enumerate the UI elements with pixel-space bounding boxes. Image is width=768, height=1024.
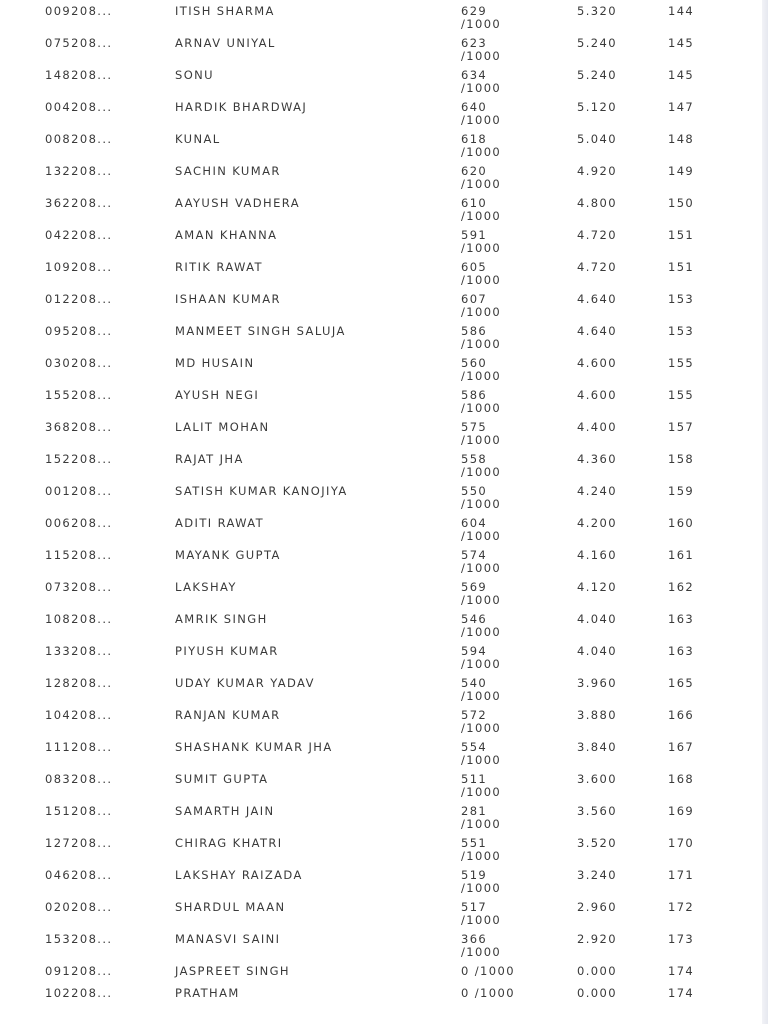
rank: 144: [668, 4, 695, 18]
result-row: [0, 933, 762, 965]
marks: 3.240: [577, 868, 617, 882]
result-row: [0, 165, 762, 197]
roll-number: 008208...: [45, 132, 113, 146]
marks: 4.640: [577, 324, 617, 338]
score: [461, 197, 501, 223]
score-denominator: /1000: [461, 337, 502, 351]
marks: 3.960: [577, 676, 617, 690]
score-value: 519: [461, 868, 488, 882]
result-row: [0, 677, 762, 709]
score: [461, 837, 501, 863]
marks: 4.720: [577, 228, 617, 242]
result-row: [0, 293, 762, 325]
score-denominator: /1000: [461, 881, 502, 895]
score-value: 540: [461, 676, 488, 690]
roll-number: 102208...: [45, 986, 113, 1000]
score: [461, 293, 501, 319]
score-value: 550: [461, 484, 488, 498]
roll-number: 020208...: [45, 900, 113, 914]
score-value: 0 /1000: [461, 964, 515, 978]
score: [461, 69, 501, 95]
student-name: SHASHANK KUMAR JHA: [175, 740, 333, 754]
score: [461, 325, 501, 351]
result-row: [0, 709, 762, 741]
score: [461, 645, 501, 671]
score-value: 554: [461, 740, 488, 754]
score-value: 569: [461, 580, 488, 594]
student-name: AAYUSH VADHERA: [175, 196, 300, 210]
rank: 161: [668, 548, 695, 562]
marks: 5.320: [577, 4, 617, 18]
marks: 5.240: [577, 68, 617, 82]
roll-number: 362208...: [45, 196, 113, 210]
score: [461, 101, 501, 127]
score-denominator: /1000: [461, 497, 502, 511]
score: [461, 805, 501, 831]
score: [461, 581, 501, 607]
score-denominator: /1000: [461, 689, 502, 703]
score: [461, 517, 501, 543]
student-name: KUNAL: [175, 132, 221, 146]
result-row: [0, 965, 762, 987]
result-row: [0, 261, 762, 293]
score-denominator: /1000: [461, 785, 502, 799]
score-value: 618: [461, 132, 488, 146]
roll-number: 128208...: [45, 676, 113, 690]
score: [461, 869, 501, 895]
rank: 145: [668, 36, 695, 50]
marks: 3.520: [577, 836, 617, 850]
student-name: SUMIT GUPTA: [175, 772, 269, 786]
result-row: [0, 773, 762, 805]
score: [461, 613, 501, 639]
rank: 169: [668, 804, 695, 818]
score: [461, 389, 501, 415]
score-value: 572: [461, 708, 488, 722]
marks: 2.920: [577, 932, 617, 946]
result-row: [0, 485, 762, 517]
score-denominator: /1000: [461, 625, 502, 639]
roll-number: 073208...: [45, 580, 113, 594]
student-name: AMRIK SINGH: [175, 612, 268, 626]
score: [461, 37, 501, 63]
result-row: [0, 69, 762, 101]
student-name: MANMEET SINGH SALUJA: [175, 324, 346, 338]
rank: 167: [668, 740, 695, 754]
results-list: [0, 5, 762, 1009]
rank: 165: [668, 676, 695, 690]
result-row: [0, 517, 762, 549]
rank: 148: [668, 132, 695, 146]
student-name: RANJAN KUMAR: [175, 708, 281, 722]
score-denominator: /1000: [461, 465, 502, 479]
roll-number: 046208...: [45, 868, 113, 882]
score-denominator: /1000: [461, 529, 502, 543]
score: [461, 709, 501, 735]
marks: 5.040: [577, 132, 617, 146]
score-value: 551: [461, 836, 488, 850]
score-value: 281: [461, 804, 488, 818]
score: [461, 133, 501, 159]
student-name: MANASVI SAINI: [175, 932, 281, 946]
rank: 172: [668, 900, 695, 914]
student-name: CHIRAG KHATRI: [175, 836, 283, 850]
student-name: LALIT MOHAN: [175, 420, 270, 434]
roll-number: 083208...: [45, 772, 113, 786]
score: [461, 965, 515, 978]
score-value: 607: [461, 292, 488, 306]
student-name: RAJAT JHA: [175, 452, 244, 466]
marks: 4.160: [577, 548, 617, 562]
result-row: [0, 37, 762, 69]
student-name: ADITI RAWAT: [175, 516, 265, 530]
score-denominator: /1000: [461, 17, 502, 31]
scrollbar-track[interactable]: [762, 0, 768, 1024]
score-denominator: /1000: [461, 177, 502, 191]
student-name: MD HUSAIN: [175, 356, 255, 370]
result-row: [0, 901, 762, 933]
score-denominator: /1000: [461, 913, 502, 927]
marks: 4.800: [577, 196, 617, 210]
rank: 163: [668, 644, 695, 658]
student-name: SHARDUL MAAN: [175, 900, 286, 914]
rank: 174: [668, 964, 695, 978]
score: [461, 165, 501, 191]
roll-number: 155208...: [45, 388, 113, 402]
student-name: PIYUSH KUMAR: [175, 644, 279, 658]
student-name: SAMARTH JAIN: [175, 804, 275, 818]
result-row: [0, 741, 762, 773]
rank: 173: [668, 932, 695, 946]
rank: 170: [668, 836, 695, 850]
rank: 145: [668, 68, 695, 82]
student-name: SACHIN KUMAR: [175, 164, 281, 178]
student-name: RITIK RAWAT: [175, 260, 263, 274]
score-denominator: /1000: [461, 113, 502, 127]
rank: 158: [668, 452, 695, 466]
student-name: AMAN KHANNA: [175, 228, 278, 242]
roll-number: 152208...: [45, 452, 113, 466]
roll-number: 006208...: [45, 516, 113, 530]
result-row: [0, 453, 762, 485]
roll-number: 075208...: [45, 36, 113, 50]
roll-number: 132208...: [45, 164, 113, 178]
roll-number: 030208...: [45, 356, 113, 370]
result-row: [0, 357, 762, 389]
roll-number: 091208...: [45, 964, 113, 978]
roll-number: 148208...: [45, 68, 113, 82]
student-name: ARNAV UNIYAL: [175, 36, 276, 50]
score: [461, 453, 501, 479]
marks: 4.240: [577, 484, 617, 498]
rank: 155: [668, 356, 695, 370]
student-name: JASPREET SINGH: [175, 964, 290, 978]
student-name: AYUSH NEGI: [175, 388, 260, 402]
result-row: [0, 229, 762, 261]
score: [461, 677, 501, 703]
score-denominator: /1000: [461, 241, 502, 255]
marks: 3.600: [577, 772, 617, 786]
result-row: [0, 5, 762, 37]
score: [461, 229, 501, 255]
result-row: [0, 869, 762, 901]
score: [461, 421, 501, 447]
marks: 4.640: [577, 292, 617, 306]
marks: 2.960: [577, 900, 617, 914]
score: [461, 485, 501, 511]
result-row: [0, 197, 762, 229]
score-value: 605: [461, 260, 488, 274]
score-denominator: /1000: [461, 273, 502, 287]
score-denominator: /1000: [461, 433, 502, 447]
rank: 147: [668, 100, 695, 114]
score-denominator: /1000: [461, 561, 502, 575]
result-row: [0, 645, 762, 677]
marks: 5.240: [577, 36, 617, 50]
student-name: UDAY KUMAR YADAV: [175, 676, 315, 690]
score-value: 594: [461, 644, 488, 658]
score: [461, 357, 501, 383]
marks: 4.120: [577, 580, 617, 594]
rank: 174: [668, 986, 695, 1000]
student-name: PRATHAM: [175, 986, 240, 1000]
marks: 4.720: [577, 260, 617, 274]
roll-number: 368208...: [45, 420, 113, 434]
roll-number: 127208...: [45, 836, 113, 850]
score-denominator: /1000: [461, 721, 502, 735]
student-name: ITISH SHARMA: [175, 4, 275, 18]
score: [461, 261, 501, 287]
score-denominator: /1000: [461, 81, 502, 95]
rank: 153: [668, 292, 695, 306]
marks: 4.400: [577, 420, 617, 434]
score-value: 620: [461, 164, 488, 178]
score-value: 591: [461, 228, 488, 242]
score-denominator: /1000: [461, 369, 502, 383]
roll-number: 133208...: [45, 644, 113, 658]
score-denominator: /1000: [461, 817, 502, 831]
roll-number: 115208...: [45, 548, 113, 562]
marks: 0.000: [577, 964, 617, 978]
score-denominator: /1000: [461, 657, 502, 671]
roll-number: 004208...: [45, 100, 113, 114]
marks: 4.040: [577, 644, 617, 658]
roll-number: 001208...: [45, 484, 113, 498]
score-value: 366: [461, 932, 488, 946]
score-value: 575: [461, 420, 488, 434]
result-row: [0, 805, 762, 837]
score-value: 586: [461, 324, 488, 338]
rank: 151: [668, 228, 695, 242]
score-value: 623: [461, 36, 488, 50]
marks: 4.920: [577, 164, 617, 178]
rank: 157: [668, 420, 695, 434]
result-row: [0, 421, 762, 453]
score: [461, 773, 501, 799]
score-value: 560: [461, 356, 488, 370]
score: [461, 901, 501, 927]
score-value: 0 /1000: [461, 986, 515, 1000]
roll-number: 012208...: [45, 292, 113, 306]
marks: 4.360: [577, 452, 617, 466]
result-row: [0, 389, 762, 421]
score: [461, 987, 515, 1000]
student-name: ISHAAN KUMAR: [175, 292, 281, 306]
score-denominator: /1000: [461, 305, 502, 319]
rank: 160: [668, 516, 695, 530]
score-value: 629: [461, 4, 488, 18]
score-denominator: /1000: [461, 753, 502, 767]
student-name: MAYANK GUPTA: [175, 548, 281, 562]
roll-number: 042208...: [45, 228, 113, 242]
marks: 3.560: [577, 804, 617, 818]
score: [461, 741, 501, 767]
score-denominator: /1000: [461, 945, 502, 959]
result-row: [0, 613, 762, 645]
score-denominator: /1000: [461, 849, 502, 863]
score-value: 546: [461, 612, 488, 626]
rank: 171: [668, 868, 695, 882]
score-value: 511: [461, 772, 488, 786]
marks: 3.880: [577, 708, 617, 722]
rank: 155: [668, 388, 695, 402]
score: [461, 549, 501, 575]
score-denominator: /1000: [461, 209, 502, 223]
marks: 4.040: [577, 612, 617, 626]
score-value: 634: [461, 68, 488, 82]
rank: 163: [668, 612, 695, 626]
score-denominator: /1000: [461, 49, 502, 63]
rank: 149: [668, 164, 695, 178]
roll-number: 109208...: [45, 260, 113, 274]
roll-number: 111208...: [45, 740, 113, 754]
score-value: 640: [461, 100, 488, 114]
roll-number: 108208...: [45, 612, 113, 626]
result-row: [0, 987, 762, 1009]
rank: 153: [668, 324, 695, 338]
rank: 159: [668, 484, 695, 498]
rank: 162: [668, 580, 695, 594]
score-denominator: /1000: [461, 593, 502, 607]
student-name: SATISH KUMAR KANOJIYA: [175, 484, 348, 498]
roll-number: 009208...: [45, 4, 113, 18]
rank: 150: [668, 196, 695, 210]
score-value: 558: [461, 452, 488, 466]
roll-number: 153208...: [45, 932, 113, 946]
rank: 166: [668, 708, 695, 722]
result-row: [0, 549, 762, 581]
score-denominator: /1000: [461, 145, 502, 159]
score-value: 517: [461, 900, 488, 914]
result-row: [0, 325, 762, 357]
result-row: [0, 133, 762, 165]
result-row: [0, 581, 762, 613]
marks: 3.840: [577, 740, 617, 754]
marks: 4.600: [577, 356, 617, 370]
student-name: SONU: [175, 68, 214, 82]
marks: 5.120: [577, 100, 617, 114]
score-value: 604: [461, 516, 488, 530]
result-row: [0, 101, 762, 133]
student-name: LAKSHAY: [175, 580, 237, 594]
marks: 0.000: [577, 986, 617, 1000]
rank: 151: [668, 260, 695, 274]
result-row: [0, 837, 762, 869]
score-value: 586: [461, 388, 488, 402]
score-value: 574: [461, 548, 488, 562]
student-name: LAKSHAY RAIZADA: [175, 868, 303, 882]
marks: 4.600: [577, 388, 617, 402]
rank: 168: [668, 772, 695, 786]
roll-number: 151208...: [45, 804, 113, 818]
score-value: 610: [461, 196, 488, 210]
roll-number: 095208...: [45, 324, 113, 338]
student-name: HARDIK BHARDWAJ: [175, 100, 308, 114]
score-denominator: /1000: [461, 401, 502, 415]
score: [461, 933, 501, 959]
marks: 4.200: [577, 516, 617, 530]
roll-number: 104208...: [45, 708, 113, 722]
score: [461, 5, 501, 31]
